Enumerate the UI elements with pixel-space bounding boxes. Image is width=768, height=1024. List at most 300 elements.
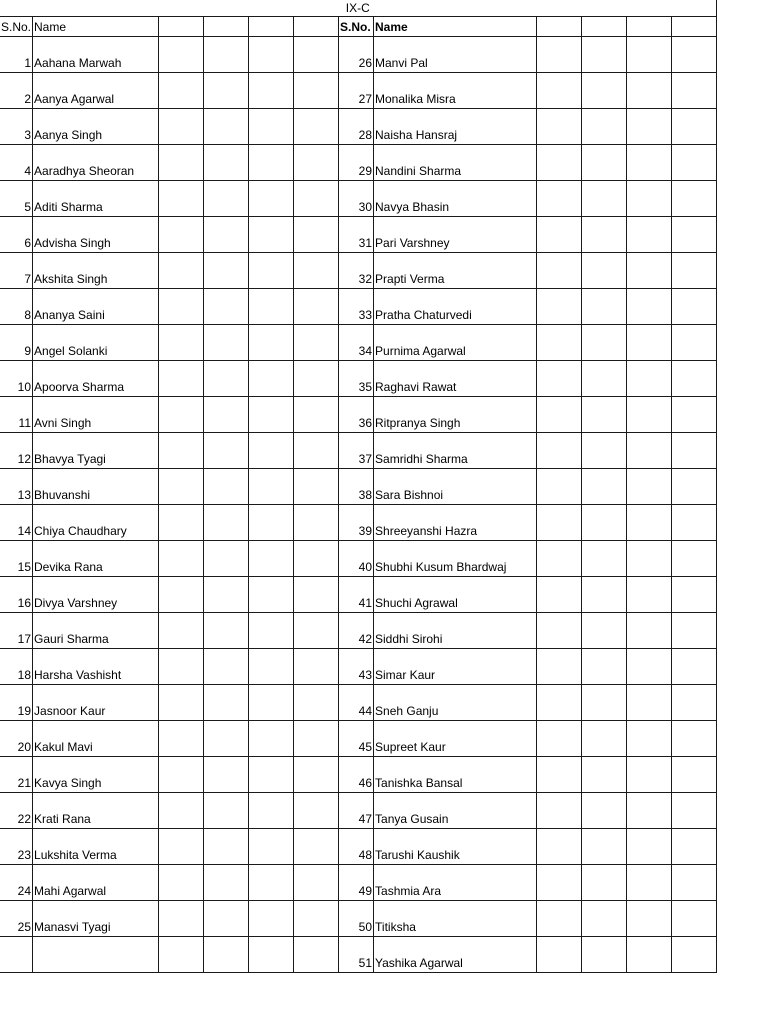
left-sno-cell: 16 <box>0 577 33 613</box>
right-sno-cell: 33 <box>339 289 374 325</box>
right-name-cell: Simar Kaur <box>374 649 537 685</box>
right-name-cell: Tarushi Kaushik <box>374 829 537 865</box>
blank-cell <box>627 505 672 541</box>
left-name-cell: Chiya Chaudhary <box>33 505 159 541</box>
left-sno-cell: 3 <box>0 109 33 145</box>
left-sno-cell: 6 <box>0 217 33 253</box>
blank-cell <box>159 145 204 181</box>
table-row <box>0 73 717 109</box>
blank-cell <box>672 145 717 181</box>
right-name-header: Name <box>374 17 537 37</box>
blank-cell <box>672 73 717 109</box>
blank-cell <box>627 937 672 973</box>
right-name-cell: Shuchi Agrawal <box>374 577 537 613</box>
blank-cell <box>249 721 294 757</box>
blank-cell <box>582 361 627 397</box>
left-sno-cell: 13 <box>0 469 33 505</box>
blank-cell <box>582 397 627 433</box>
left-sno-cell: 8 <box>0 289 33 325</box>
blank-cell <box>672 793 717 829</box>
blank-cell <box>627 469 672 505</box>
blank-cell <box>537 37 582 73</box>
blank-cell <box>582 541 627 577</box>
blank-cell <box>249 361 294 397</box>
blank-cell <box>204 685 249 721</box>
blank-cell <box>582 721 627 757</box>
blank-cell <box>204 397 249 433</box>
blank-cell <box>627 73 672 109</box>
blank-cell <box>672 865 717 901</box>
blank-cell <box>249 289 294 325</box>
blank-cell <box>627 865 672 901</box>
blank-cell <box>159 793 204 829</box>
left-name-cell: Aahana Marwah <box>33 37 159 73</box>
blank-cell <box>537 793 582 829</box>
blank-cell <box>159 721 204 757</box>
blank-cell <box>582 613 627 649</box>
right-name-cell: Yashika Agarwal <box>374 937 537 973</box>
blank-cell <box>582 109 627 145</box>
blank-cell <box>294 649 339 685</box>
blank-cell <box>627 325 672 361</box>
blank-cell <box>582 829 627 865</box>
blank-cell <box>582 757 627 793</box>
left-name-cell: Krati Rana <box>33 793 159 829</box>
blank-cell <box>537 17 582 37</box>
table-row <box>0 37 717 73</box>
table-row <box>0 217 717 253</box>
blank-cell <box>159 577 204 613</box>
left-sno-cell: 5 <box>0 181 33 217</box>
left-name-cell: Bhavya Tyagi <box>33 433 159 469</box>
blank-cell <box>537 253 582 289</box>
blank-cell <box>159 865 204 901</box>
left-sno-cell: 2 <box>0 73 33 109</box>
blank-cell <box>249 901 294 937</box>
blank-cell <box>537 469 582 505</box>
blank-cell <box>204 181 249 217</box>
left-sno-cell: 14 <box>0 505 33 541</box>
blank-cell <box>672 685 717 721</box>
blank-cell <box>294 901 339 937</box>
blank-cell <box>294 217 339 253</box>
blank-cell <box>627 757 672 793</box>
blank-cell <box>294 577 339 613</box>
blank-cell <box>582 937 627 973</box>
blank-cell <box>204 901 249 937</box>
right-sno-cell: 44 <box>339 685 374 721</box>
blank-cell <box>537 361 582 397</box>
right-sno-cell: 36 <box>339 397 374 433</box>
blank-cell <box>672 649 717 685</box>
table-row <box>0 181 717 217</box>
left-sno-cell: 7 <box>0 253 33 289</box>
table-row <box>0 793 717 829</box>
blank-cell <box>627 37 672 73</box>
blank-cell <box>294 793 339 829</box>
blank-cell <box>582 253 627 289</box>
blank-cell <box>627 685 672 721</box>
blank-cell <box>672 433 717 469</box>
table-row <box>0 325 717 361</box>
right-name-cell: Navya Bhasin <box>374 181 537 217</box>
blank-cell <box>159 181 204 217</box>
blank-cell <box>537 397 582 433</box>
left-sno-cell: 17 <box>0 613 33 649</box>
left-sno-cell: 24 <box>0 865 33 901</box>
table-row <box>0 397 717 433</box>
blank-cell <box>249 433 294 469</box>
right-sno-cell: 35 <box>339 361 374 397</box>
left-sno-cell: 15 <box>0 541 33 577</box>
blank-cell <box>204 325 249 361</box>
blank-cell <box>627 793 672 829</box>
right-name-cell: Pari Varshney <box>374 217 537 253</box>
blank-cell <box>204 361 249 397</box>
blank-cell <box>294 685 339 721</box>
blank-cell <box>159 541 204 577</box>
blank-cell <box>294 865 339 901</box>
right-sno-cell: 40 <box>339 541 374 577</box>
blank-cell <box>582 793 627 829</box>
blank-cell <box>672 901 717 937</box>
right-name-cell: Titiksha <box>374 901 537 937</box>
right-sno-cell: 45 <box>339 721 374 757</box>
left-sno-cell: 12 <box>0 433 33 469</box>
blank-cell <box>159 37 204 73</box>
blank-cell <box>582 289 627 325</box>
table-row <box>0 685 717 721</box>
blank-cell <box>159 505 204 541</box>
blank-cell <box>537 757 582 793</box>
blank-cell <box>249 505 294 541</box>
blank-cell <box>537 577 582 613</box>
left-name-cell: Divya Varshney <box>33 577 159 613</box>
blank-cell <box>204 289 249 325</box>
blank-cell <box>204 73 249 109</box>
blank-cell <box>204 937 249 973</box>
blank-cell <box>627 17 672 37</box>
blank-cell <box>582 469 627 505</box>
blank-cell <box>537 937 582 973</box>
blank-cell <box>627 289 672 325</box>
left-name-cell: Ananya Saini <box>33 289 159 325</box>
blank-cell <box>627 397 672 433</box>
blank-cell <box>672 17 717 37</box>
right-name-cell: Monalika Misra <box>374 73 537 109</box>
right-name-cell: Sara Bishnoi <box>374 469 537 505</box>
blank-cell <box>672 577 717 613</box>
blank-cell <box>294 145 339 181</box>
right-sno-cell: 43 <box>339 649 374 685</box>
blank-cell <box>627 145 672 181</box>
blank-cell <box>204 721 249 757</box>
blank-cell <box>627 649 672 685</box>
blank-cell <box>582 181 627 217</box>
blank-cell <box>249 577 294 613</box>
blank-cell <box>249 397 294 433</box>
table-row <box>0 145 717 181</box>
blank-cell <box>537 721 582 757</box>
blank-cell <box>672 613 717 649</box>
left-name-cell: Gauri Sharma <box>33 613 159 649</box>
blank-cell <box>627 109 672 145</box>
blank-cell <box>537 181 582 217</box>
blank-cell <box>249 145 294 181</box>
blank-cell <box>294 37 339 73</box>
blank-cell <box>627 577 672 613</box>
blank-cell <box>537 325 582 361</box>
right-name-cell: Sneh Ganju <box>374 685 537 721</box>
right-sno-header: S.No. <box>339 17 374 37</box>
left-name-cell: Mahi Agarwal <box>33 865 159 901</box>
blank-cell <box>249 757 294 793</box>
blank-cell <box>204 145 249 181</box>
blank-cell <box>159 433 204 469</box>
blank-cell <box>249 109 294 145</box>
blank-cell <box>582 577 627 613</box>
left-name-cell: Aanya Singh <box>33 109 159 145</box>
left-sno-cell: 23 <box>0 829 33 865</box>
blank-cell <box>249 865 294 901</box>
blank-cell <box>582 865 627 901</box>
blank-cell <box>159 757 204 793</box>
right-sno-cell: 32 <box>339 253 374 289</box>
blank-cell <box>672 217 717 253</box>
blank-cell <box>627 253 672 289</box>
blank-cell <box>159 829 204 865</box>
blank-cell <box>537 649 582 685</box>
blank-cell <box>204 217 249 253</box>
table-row <box>0 757 717 793</box>
blank-cell <box>627 613 672 649</box>
blank-cell <box>294 505 339 541</box>
blank-cell <box>159 937 204 973</box>
blank-cell <box>582 685 627 721</box>
blank-cell <box>294 289 339 325</box>
right-name-cell: Purnima Agarwal <box>374 325 537 361</box>
blank-cell <box>627 217 672 253</box>
right-sno-cell: 26 <box>339 37 374 73</box>
blank-cell <box>627 901 672 937</box>
left-name-cell: Apoorva Sharma <box>33 361 159 397</box>
blank-cell <box>582 73 627 109</box>
blank-cell <box>537 217 582 253</box>
table-row <box>0 829 717 865</box>
blank-cell <box>537 613 582 649</box>
blank-cell <box>204 793 249 829</box>
left-name-cell: Angel Solanki <box>33 325 159 361</box>
blank-cell <box>672 505 717 541</box>
blank-cell <box>159 901 204 937</box>
blank-cell <box>582 901 627 937</box>
blank-cell <box>249 73 294 109</box>
blank-cell <box>672 37 717 73</box>
table-row <box>0 577 717 613</box>
blank-cell <box>672 937 717 973</box>
blank-cell <box>204 109 249 145</box>
blank-cell <box>537 145 582 181</box>
right-sno-cell: 51 <box>339 937 374 973</box>
blank-cell <box>627 433 672 469</box>
left-sno-cell: 1 <box>0 37 33 73</box>
blank-cell <box>672 721 717 757</box>
blank-cell <box>159 217 204 253</box>
blank-cell <box>582 37 627 73</box>
right-name-cell: Tanya Gusain <box>374 793 537 829</box>
left-sno-cell: 18 <box>0 649 33 685</box>
table-row <box>0 613 717 649</box>
left-name-header: Name <box>33 17 159 37</box>
blank-cell <box>204 469 249 505</box>
right-name-cell: Shreeyanshi Hazra <box>374 505 537 541</box>
table-row <box>0 253 717 289</box>
right-sno-cell: 39 <box>339 505 374 541</box>
left-sno-cell <box>0 937 33 973</box>
blank-cell <box>249 541 294 577</box>
blank-cell <box>204 649 249 685</box>
blank-cell <box>294 325 339 361</box>
blank-cell <box>294 361 339 397</box>
blank-cell <box>249 685 294 721</box>
blank-cell <box>582 17 627 37</box>
left-name-cell: Aanya Agarwal <box>33 73 159 109</box>
blank-cell <box>294 253 339 289</box>
blank-cell <box>627 541 672 577</box>
right-name-cell: Nandini Sharma <box>374 145 537 181</box>
blank-cell <box>249 613 294 649</box>
left-sno-cell: 25 <box>0 901 33 937</box>
right-sno-cell: 42 <box>339 613 374 649</box>
blank-cell <box>204 757 249 793</box>
right-sno-cell: 27 <box>339 73 374 109</box>
blank-cell <box>627 829 672 865</box>
blank-cell <box>294 829 339 865</box>
blank-cell <box>672 757 717 793</box>
blank-cell <box>627 181 672 217</box>
left-name-cell: Akshita Singh <box>33 253 159 289</box>
blank-cell <box>672 361 717 397</box>
blank-cell <box>294 937 339 973</box>
blank-cell <box>672 109 717 145</box>
right-sno-cell: 28 <box>339 109 374 145</box>
blank-cell <box>672 469 717 505</box>
blank-cell <box>204 433 249 469</box>
blank-cell <box>249 469 294 505</box>
blank-cell <box>159 325 204 361</box>
left-sno-header: S.No. <box>0 17 33 37</box>
right-name-cell: Tashmia Ara <box>374 865 537 901</box>
blank-cell <box>249 37 294 73</box>
left-name-cell: Jasnoor Kaur <box>33 685 159 721</box>
blank-cell <box>627 361 672 397</box>
right-name-cell: Tanishka Bansal <box>374 757 537 793</box>
blank-cell <box>582 145 627 181</box>
left-sno-cell: 11 <box>0 397 33 433</box>
left-name-cell: Aditi Sharma <box>33 181 159 217</box>
blank-cell <box>537 433 582 469</box>
blank-cell <box>159 685 204 721</box>
blank-cell <box>204 577 249 613</box>
blank-cell <box>204 505 249 541</box>
right-sno-cell: 30 <box>339 181 374 217</box>
left-name-cell <box>33 937 159 973</box>
right-sno-cell: 37 <box>339 433 374 469</box>
blank-cell <box>204 541 249 577</box>
blank-cell <box>204 865 249 901</box>
table-row <box>0 901 717 937</box>
blank-cell <box>537 865 582 901</box>
section-title: IX-C <box>0 0 717 17</box>
table-row <box>0 109 717 145</box>
blank-cell <box>582 505 627 541</box>
blank-cell <box>672 253 717 289</box>
blank-cell <box>672 325 717 361</box>
blank-cell <box>582 649 627 685</box>
blank-cell <box>249 793 294 829</box>
table-row <box>0 361 717 397</box>
left-name-cell: Kakul Mavi <box>33 721 159 757</box>
table-row <box>0 865 717 901</box>
blank-cell <box>249 937 294 973</box>
table-row <box>0 433 717 469</box>
right-sno-cell: 49 <box>339 865 374 901</box>
blank-cell <box>159 613 204 649</box>
blank-cell <box>294 721 339 757</box>
blank-cell <box>537 289 582 325</box>
right-name-cell: Siddhi Sirohi <box>374 613 537 649</box>
blank-cell <box>537 685 582 721</box>
table-row <box>0 937 717 973</box>
left-sno-cell: 4 <box>0 145 33 181</box>
blank-cell <box>582 433 627 469</box>
blank-cell <box>159 73 204 109</box>
right-sno-cell: 31 <box>339 217 374 253</box>
left-name-cell: Harsha Vashisht <box>33 649 159 685</box>
blank-cell <box>294 469 339 505</box>
left-sno-cell: 19 <box>0 685 33 721</box>
blank-cell <box>159 649 204 685</box>
blank-cell <box>159 289 204 325</box>
right-name-cell: Naisha Hansraj <box>374 109 537 145</box>
header-row <box>0 17 717 37</box>
blank-cell <box>537 901 582 937</box>
left-name-cell: Bhuvanshi <box>33 469 159 505</box>
right-sno-cell: 34 <box>339 325 374 361</box>
left-name-cell: Aaradhya Sheoran <box>33 145 159 181</box>
right-name-cell: Raghavi Rawat <box>374 361 537 397</box>
table-row <box>0 649 717 685</box>
left-name-cell: Manasvi Tyagi <box>33 901 159 937</box>
blank-cell <box>672 397 717 433</box>
right-sno-cell: 41 <box>339 577 374 613</box>
right-sno-cell: 47 <box>339 793 374 829</box>
right-sno-cell: 48 <box>339 829 374 865</box>
left-name-cell: Kavya Singh <box>33 757 159 793</box>
blank-cell <box>159 17 204 37</box>
blank-cell <box>537 505 582 541</box>
right-sno-cell: 46 <box>339 757 374 793</box>
blank-cell <box>672 541 717 577</box>
blank-cell <box>672 181 717 217</box>
blank-cell <box>582 217 627 253</box>
left-sno-cell: 10 <box>0 361 33 397</box>
blank-cell <box>294 541 339 577</box>
blank-cell <box>294 109 339 145</box>
blank-cell <box>204 253 249 289</box>
blank-cell <box>294 17 339 37</box>
blank-cell <box>294 73 339 109</box>
